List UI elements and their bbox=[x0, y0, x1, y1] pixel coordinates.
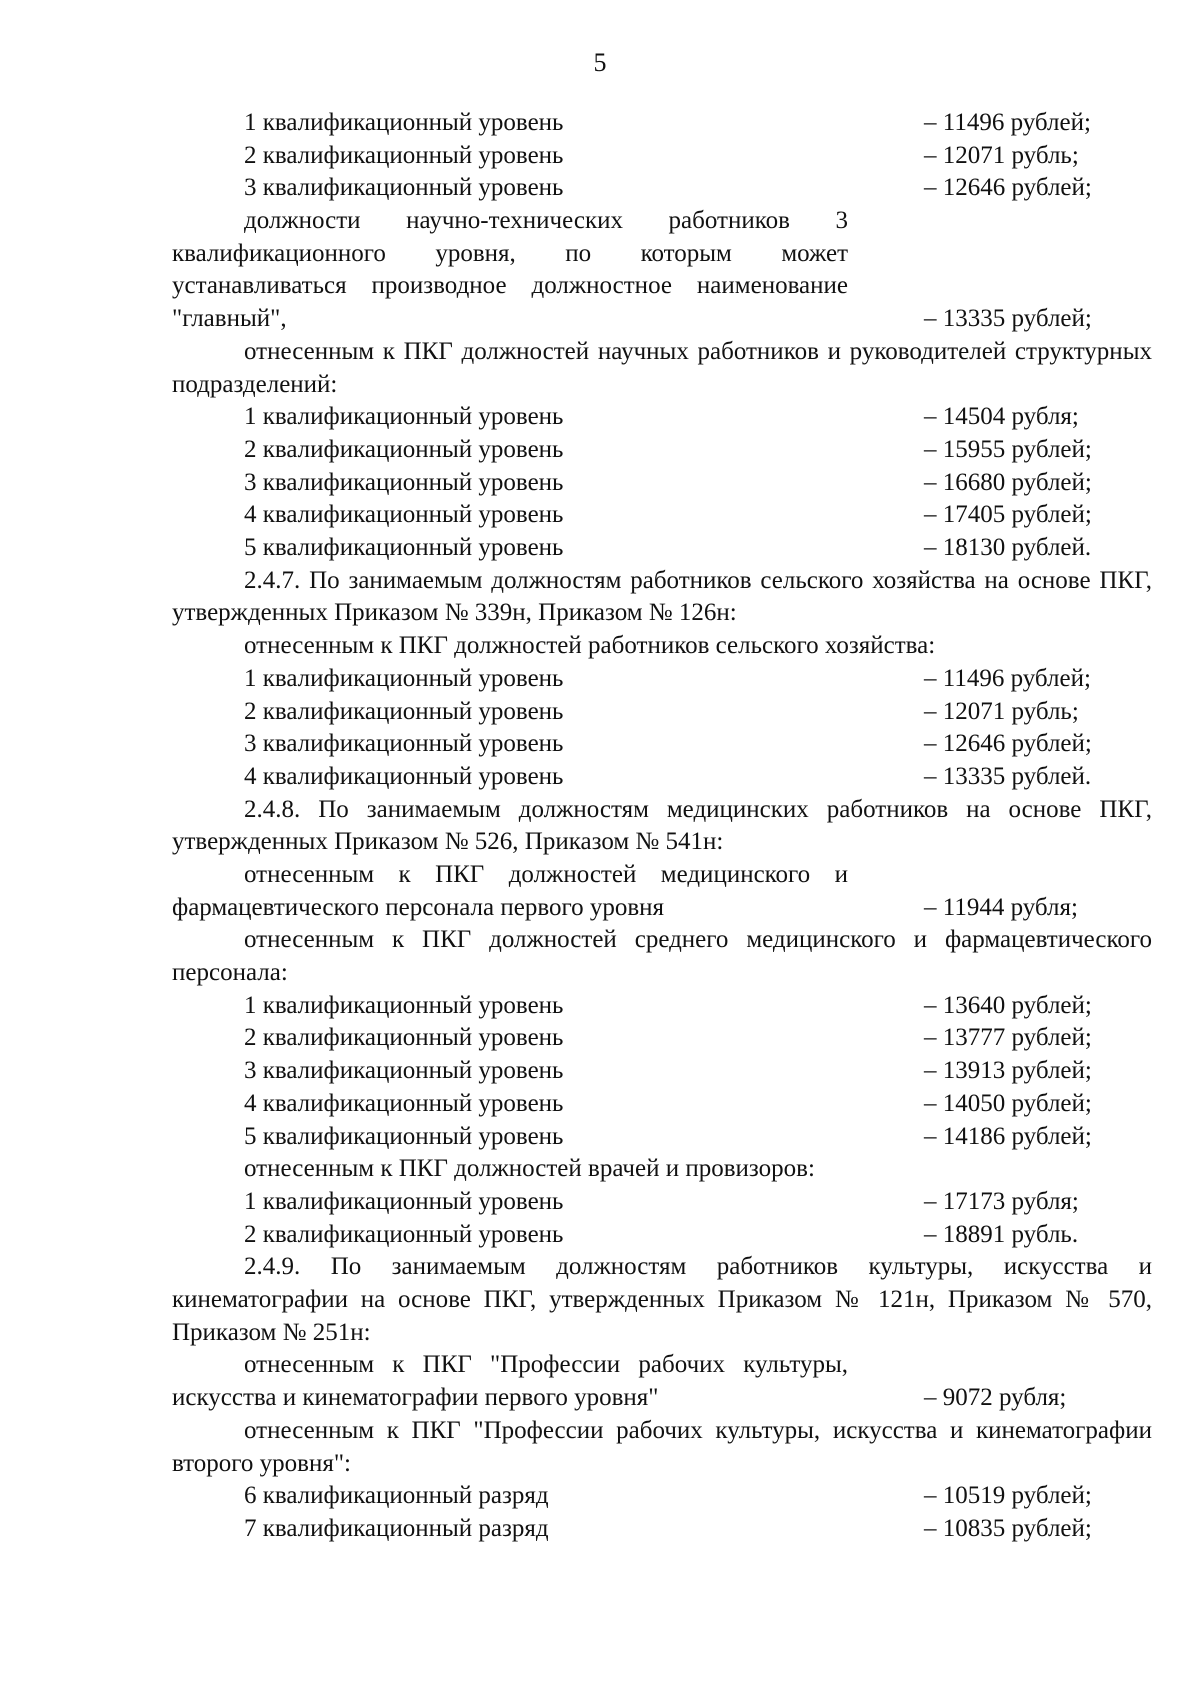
salary-item-value: – 14504 рубля; bbox=[924, 403, 1079, 431]
salary-item-value: – 10519 рублей; bbox=[924, 1482, 1092, 1510]
salary-item bbox=[172, 1121, 1152, 1154]
salary-group-text: отнесенным к ПКГ "Профессии рабочих культуры, искусства и кинематографии первого уровня" bbox=[172, 1351, 848, 1412]
salary-item-label: 4 квалификационный уровень bbox=[244, 762, 564, 790]
salary-item-label: 5 квалификационный уровень bbox=[244, 1122, 564, 1150]
salary-item-label: 1 квалификационный уровень bbox=[244, 109, 564, 136]
salary-item-label: 3 квалификационный уровень bbox=[244, 174, 564, 202]
salary-item-value: – 12646 рублей; bbox=[924, 174, 1092, 202]
salary-item bbox=[172, 467, 1152, 500]
paragraph: 2.4.9. По занимаемым должностям работников культуры, искусства и кинематографии на основе ПКГ, утвержденных Приказом № 121н, Приказом № 570, Приказом № 251н: bbox=[172, 1253, 1152, 1346]
salary-item bbox=[172, 663, 1152, 696]
document-body bbox=[172, 107, 1152, 1546]
salary-item-value: – 14050 рублей; bbox=[924, 1089, 1092, 1117]
salary-group-value: – 11944 рубля; bbox=[924, 893, 1078, 921]
paragraph: 2.4.7. По занимаемым должностям работников сельского хозяйства на основе ПКГ, утвержденных Приказом № 339н, Приказом № 126н: bbox=[172, 566, 1152, 627]
salary-item bbox=[172, 1219, 1152, 1252]
salary-item-value: – 16680 рублей; bbox=[924, 468, 1092, 496]
salary-item-value: – 11496 рублей; bbox=[924, 109, 1091, 136]
salary-group-value: – 9072 рубля; bbox=[924, 1384, 1067, 1412]
salary-item-value: – 13777 рублей; bbox=[924, 1024, 1092, 1052]
salary-item bbox=[172, 1186, 1152, 1219]
salary-item bbox=[172, 728, 1152, 761]
salary-item bbox=[172, 1088, 1152, 1121]
salary-item-label: 3 квалификационный уровень bbox=[244, 730, 564, 758]
salary-item bbox=[172, 532, 1152, 565]
salary-item-value: – 13335 рублей. bbox=[924, 762, 1092, 790]
salary-item-label: 4 квалификационный уровень bbox=[244, 1089, 564, 1117]
salary-item-value: – 12071 рубль; bbox=[924, 697, 1079, 725]
salary-item bbox=[172, 172, 1152, 205]
salary-item-label: 7 квалификационный разряд bbox=[244, 1514, 549, 1542]
salary-item-value: – 17405 рублей; bbox=[924, 501, 1092, 529]
salary-item-label: 6 квалификационный разряд bbox=[244, 1482, 549, 1510]
salary-item bbox=[172, 499, 1152, 532]
salary-item-value: – 15955 рублей; bbox=[924, 435, 1092, 463]
paragraph: отнесенным к ПКГ "Профессии рабочих культуры, искусства и кинематографии второго уровня": bbox=[172, 1416, 1152, 1477]
salary-item-label: 2 квалификационный уровень bbox=[244, 697, 564, 725]
salary-item-label: 3 квалификационный уровень bbox=[244, 468, 564, 496]
salary-item bbox=[172, 696, 1152, 729]
salary-item bbox=[172, 1480, 1152, 1513]
salary-item-value: – 13913 рублей; bbox=[924, 1057, 1092, 1085]
salary-item-label: 1 квалификационный уровень bbox=[244, 1187, 564, 1215]
salary-group-value: – 13335 рублей; bbox=[924, 305, 1092, 333]
page-number: 5 bbox=[593, 48, 607, 77]
salary-item bbox=[172, 107, 1152, 140]
salary-item bbox=[172, 990, 1152, 1023]
paragraph: отнесенным к ПКГ должностей врачей и провизоров: bbox=[244, 1155, 815, 1183]
salary-item bbox=[172, 761, 1152, 794]
salary-item bbox=[172, 401, 1152, 434]
salary-item bbox=[172, 434, 1152, 467]
salary-group-text: отнесенным к ПКГ должностей медицинского и фармацевтического персонала первого уровня bbox=[172, 860, 848, 921]
salary-item-label: 5 квалификационный уровень bbox=[244, 534, 564, 562]
salary-group-item bbox=[172, 859, 1152, 924]
salary-item-label: 1 квалификационный уровень bbox=[244, 403, 564, 431]
salary-item-label: 4 квалификационный уровень bbox=[244, 501, 564, 529]
paragraph: отнесенным к ПКГ должностей научных работников и руководителей структурных подразделений: bbox=[172, 337, 1152, 398]
salary-item-value: – 18130 рублей. bbox=[924, 534, 1092, 562]
salary-item-value: – 12646 рублей; bbox=[924, 730, 1092, 758]
salary-item-value: – 17173 рубля; bbox=[924, 1187, 1079, 1215]
salary-item-value: – 18891 рубль. bbox=[924, 1220, 1079, 1248]
salary-item-label: 3 квалификационный уровень bbox=[244, 1057, 564, 1085]
salary-item-label: 2 квалификационный уровень bbox=[244, 435, 564, 463]
salary-item-value: – 14186 рублей; bbox=[924, 1122, 1092, 1150]
paragraph: отнесенным к ПКГ должностей работников сельского хозяйства: bbox=[244, 632, 936, 660]
salary-item bbox=[172, 1513, 1152, 1546]
salary-item-label: 1 квалификационный уровень bbox=[244, 991, 564, 1019]
salary-item-value: – 12071 рубль; bbox=[924, 141, 1079, 169]
salary-item bbox=[172, 1022, 1152, 1055]
paragraph: отнесенным к ПКГ должностей среднего медицинского и фармацевтического персонала: bbox=[172, 926, 1152, 987]
salary-item-label: 1 квалификационный уровень bbox=[244, 664, 564, 692]
salary-item-label: 2 квалификационный уровень bbox=[244, 1024, 564, 1052]
salary-group-item bbox=[172, 1349, 1152, 1414]
salary-item-value: – 11496 рублей; bbox=[924, 664, 1091, 692]
salary-group-item bbox=[172, 205, 1152, 336]
salary-item-value: – 13640 рублей; bbox=[924, 991, 1092, 1019]
salary-item bbox=[172, 140, 1152, 173]
salary-item-label: 2 квалификационный уровень bbox=[244, 1220, 564, 1248]
salary-group-text: должности научно-технических работников 3 квалификационного уровня, по которым может устанавливаться производное должностное наименование "главный", bbox=[172, 207, 848, 333]
salary-item-label: 2 квалификационный уровень bbox=[244, 141, 564, 169]
salary-item bbox=[172, 1055, 1152, 1088]
paragraph: 2.4.8. По занимаемым должностям медицинских работников на основе ПКГ, утвержденных Приказом № 526, Приказом № 541н: bbox=[172, 795, 1152, 856]
salary-item-value: – 10835 рублей; bbox=[924, 1514, 1092, 1542]
